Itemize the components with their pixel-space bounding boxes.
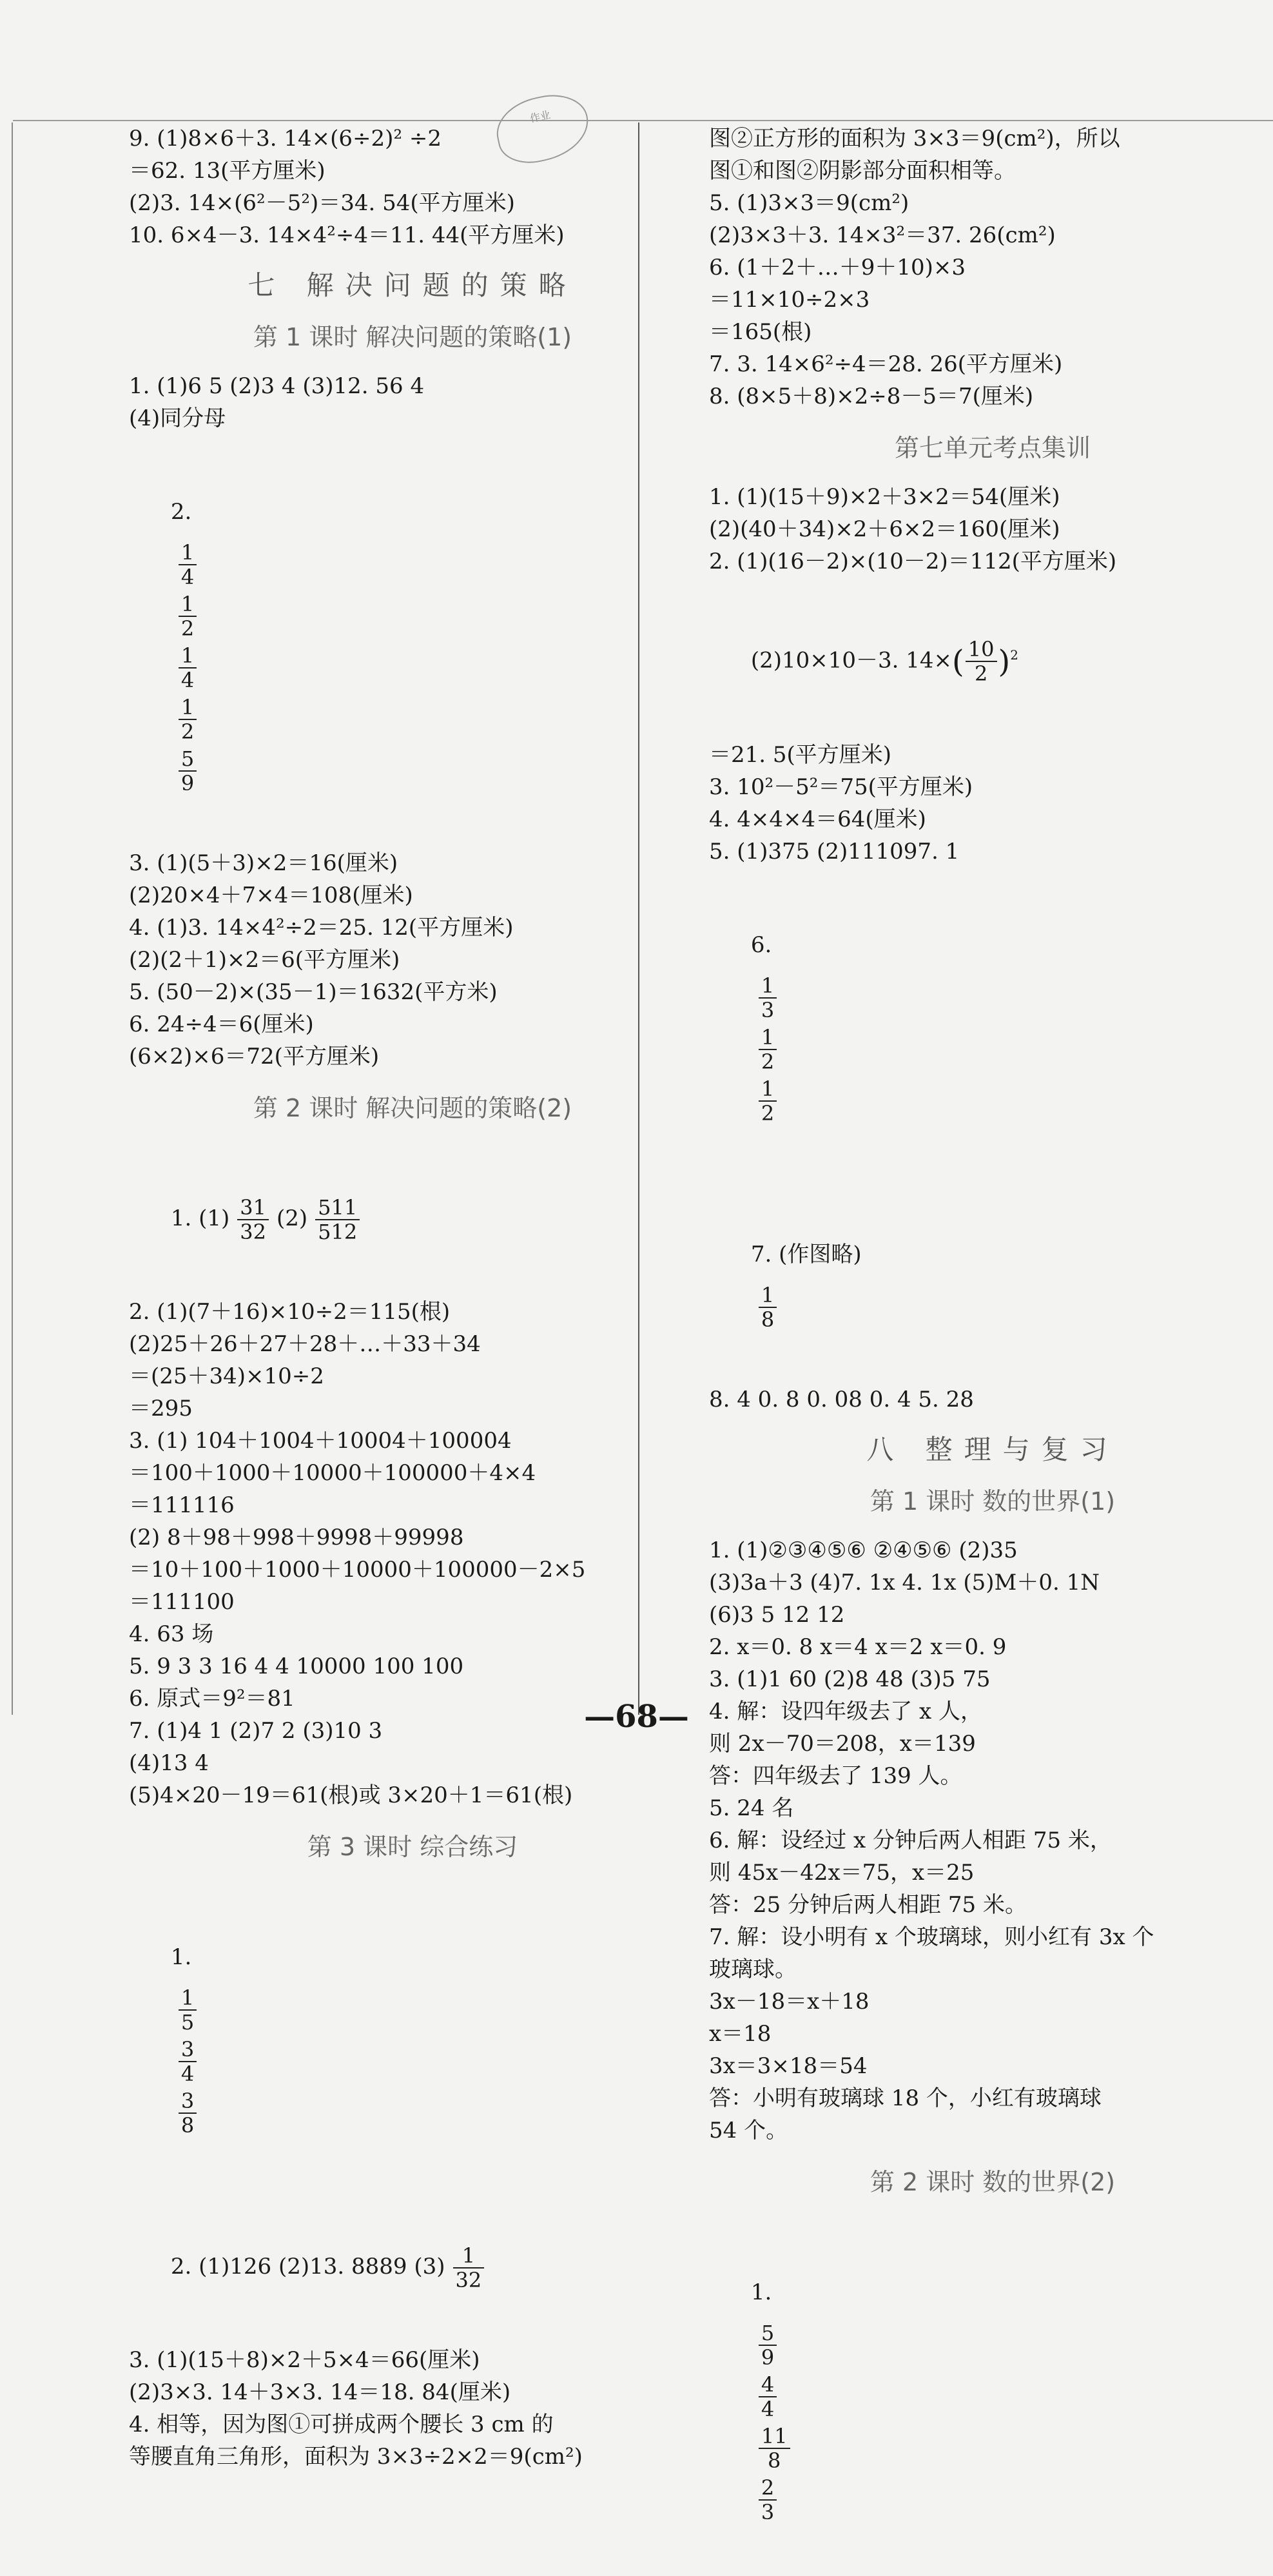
fraction: $\frac{511}{512}$ xyxy=(315,1196,360,1244)
left-margin-rule xyxy=(12,122,13,1715)
fraction: $\frac{2}{3}$ xyxy=(759,2476,777,2524)
answer-line: (2)25＋26＋27＋28＋…＋33＋34 xyxy=(129,1331,481,1357)
answer-line: (2)(2＋1)×2＝6(平方厘米) xyxy=(129,947,400,973)
fraction-line: 1. $\frac{5}{9}$ $\frac{4}{4}$ $\frac{11}{8}$ $\frac{2}{3}$ xyxy=(709,2215,1273,2576)
answer-line: 3. (1)(5＋3)×2＝16(厘米) xyxy=(129,850,398,876)
answer-line: ＝165(根) xyxy=(709,319,812,345)
lesson-heading: 第 2 课时 数的世界(2) xyxy=(870,2168,1116,2197)
answer-line: (2)20×4＋7×4＝108(厘米) xyxy=(129,883,413,908)
fraction: $\frac{5}{9}$ xyxy=(179,747,197,795)
fraction: $\frac{1}{2}$ xyxy=(179,592,197,640)
answer-line: x＝18 xyxy=(709,2021,772,2047)
answer-line: 1. (1)6 5 (2)3 4 (3)12. 56 4 xyxy=(129,373,425,399)
answer-line: 3x＝3×18＝54 xyxy=(709,2053,868,2080)
answer-line: 5. 9 3 3 16 4 4 10000 100 100 xyxy=(129,1654,464,1679)
fraction-line: (2)10×10－3. 14×( $\frac{10}{2}$ )$^2$ xyxy=(750,637,1018,687)
answer-line: 4. 相等，因为图①可拼成两个腰长 3 cm 的 xyxy=(129,2412,554,2437)
left-column xyxy=(129,122,696,2473)
answer-line: (3)3a＋3 (4)7. 1x 4. 1x (5)M＋0. 1N xyxy=(709,1570,1100,1596)
answer-line: 图②正方形的面积为 3×3＝9(cm²)，所以 xyxy=(709,126,1120,151)
answer-line: ＝21. 5(平方厘米) xyxy=(709,742,892,768)
answer-line: 3x－18＝x＋18 xyxy=(709,1989,870,2015)
lesson-heading: 第 3 课时 综合练习 xyxy=(307,1833,518,1861)
answer-line: ＝11×10÷2×3 xyxy=(709,287,870,313)
fraction: $\frac{1}{3}$ xyxy=(759,974,777,1022)
answer-line: 2. (1)(7＋16)×10÷2＝115(根) xyxy=(129,1299,451,1325)
answer-line: 6. 24÷4＝6(厘米) xyxy=(129,1011,314,1037)
answer-line: 6. 原式＝9²＝81 xyxy=(129,1686,295,1712)
answer-line: 3. (1)(15＋8)×2＋5×4＝66(厘米) xyxy=(129,2347,480,2373)
answer-line: 6. (1＋2＋…＋9＋10)×3 xyxy=(709,255,966,280)
answer-line: 4. 解：设四年级去了 x 人， xyxy=(709,1699,983,1725)
fraction: $\frac{1}{4}$ xyxy=(179,541,197,589)
fraction: $\frac{31}{32}$ xyxy=(237,1196,269,1244)
answer-line: 4. (1)3. 14×4²÷2＝25. 12(平方厘米) xyxy=(129,915,514,941)
answer-line: 4. 4×4×4＝64(厘米) xyxy=(709,806,926,833)
answer-line: ＝111116 xyxy=(129,1492,235,1518)
answer-line: ＝62. 13(平方厘米) xyxy=(129,158,326,184)
answer-line: 7. (1)4 1 (2)7 2 (3)10 3 xyxy=(129,1718,383,1744)
answer-line: ＝(25＋34)×10÷2 xyxy=(129,1363,324,1389)
answer-line: (2)3×3＋3. 14×3²＝37. 26(cm²) xyxy=(709,222,1056,248)
answer-line: 7. 3. 14×6²÷4＝28. 26(平方厘米) xyxy=(709,351,1063,377)
answer-line: (5)4×20－19＝61(根)或 3×20＋1＝61(根) xyxy=(129,1782,573,1808)
answer-line: 答：四年级去了 139 人。 xyxy=(709,1763,962,1790)
fraction: $\frac{3}{8}$ xyxy=(179,2089,197,2137)
answer-line: 10. 6×4－3. 14×4²÷4＝11. 44(平方厘米) xyxy=(129,222,565,248)
lesson-heading: 第 1 课时 数的世界(1) xyxy=(870,1487,1116,1516)
answer-line: 4. 63 场 xyxy=(129,1621,214,1647)
answer-line: 则 45x－42x＝75，x＝25 xyxy=(709,1860,975,1886)
answer-line: (6×2)×6＝72(平方厘米) xyxy=(129,1044,380,1069)
item-number: 2. xyxy=(170,499,192,525)
answer-line: (4)13 4 xyxy=(129,1750,209,1776)
answer-line: 7. 解：设小明有 x 个玻璃球，则小红有 3x 个 xyxy=(709,1924,1154,1951)
answer-line: 图①和图②阴影部分面积相等。 xyxy=(709,158,1016,184)
fraction: $\frac{1}{2}$ xyxy=(759,1026,777,1073)
answer-line: 则 2x－70＝208，x＝139 xyxy=(709,1731,976,1757)
right-column xyxy=(709,122,1273,2576)
fraction-line: 6. $\frac{1}{3}$ $\frac{1}{2}$ $\frac{1}{2}$ xyxy=(709,868,1273,1177)
fraction: $\frac{11}{8}$ xyxy=(759,2425,790,2472)
answer-line: (6)3 5 12 12 xyxy=(709,1602,845,1628)
answer-line: 玻璃球。 xyxy=(709,1956,797,1983)
answer-line: ＝295 xyxy=(129,1396,193,1421)
fraction: $\frac{3}{4}$ xyxy=(179,2038,197,2085)
fraction: $\frac{5}{9}$ xyxy=(759,2321,777,2369)
answer-line: 8. 4 0. 8 0. 08 0. 4 5. 28 xyxy=(709,1387,974,1413)
answer-line: 2. x＝0. 8 x＝4 x＝2 x＝0. 9 xyxy=(709,1634,1007,1661)
answer-line: ＝111100 xyxy=(129,1589,235,1615)
answer-line: ＝10＋100＋1000＋10000＋100000－2×5 xyxy=(129,1557,586,1583)
fraction-line: 2. (1)126 (2)13. 8889 (3) $\frac{1}{32}$ xyxy=(129,2189,696,2344)
fraction-line xyxy=(129,434,696,847)
answer-line: 1. (1)(15＋9)×2＋3×2＝54(厘米) xyxy=(709,484,1060,510)
answer-line: 答：25 分钟后两人相距 75 米。 xyxy=(709,1892,1027,1918)
answer-line: (2)3×3. 14＋3×3. 14＝18. 84(厘米) xyxy=(129,2379,511,2405)
answer-line: 3. (1) 104＋1004＋10004＋100004 xyxy=(129,1428,512,1454)
fraction: $\frac{1}{2}$ xyxy=(179,696,197,743)
fraction-line: 1. $\frac{1}{5}$ $\frac{3}{4}$ $\frac{3}{8}$ xyxy=(129,1880,696,2189)
answer-line: 3. (1)1 60 (2)8 48 (3)5 75 xyxy=(709,1666,991,1693)
section-heading: 七 解决问题的策略 xyxy=(248,269,578,301)
fraction: $\frac{1}{2}$ xyxy=(759,1077,777,1125)
fraction: $\frac{1}{32}$ xyxy=(453,2244,485,2292)
answer-line: (2)3. 14×(6²－5²)＝34. 54(平方厘米) xyxy=(129,190,515,216)
answer-line: 答：小明有玻璃球 18 个，小红有玻璃球 xyxy=(709,2085,1102,2112)
answer-line: 5. (50－2)×(35－1)＝1632(平方米) xyxy=(129,979,498,1005)
lesson-heading: 第 1 课时 解决问题的策略(1) xyxy=(253,323,572,351)
answer-line: 5. (1)375 (2)111097. 1 xyxy=(709,839,960,865)
fraction: $\frac{1}{4}$ xyxy=(179,644,197,692)
fraction-line: 1. (1) $\frac{31}{32}$ (2) $\frac{511}{512}$ xyxy=(129,1141,696,1296)
fraction: $\frac{4}{4}$ xyxy=(759,2373,777,2421)
answer-line: 54 个。 xyxy=(709,2118,788,2144)
lesson-heading: 第 2 课时 解决问题的策略(2) xyxy=(253,1094,572,1122)
top-rule xyxy=(13,120,1273,121)
answer-line: 8. (8×5＋8)×2÷8－5＝7(厘米) xyxy=(709,384,1034,409)
unit-heading: 第七单元考点集训 xyxy=(894,434,1091,462)
stamp-text: 作业 xyxy=(529,108,552,125)
fraction: $\frac{10}{2}$ xyxy=(966,638,997,685)
answer-line: 9. (1)8×6＋3. 14×(6÷2)² ÷2 xyxy=(129,126,442,151)
section-heading: 八 整理与复习 xyxy=(866,1434,1119,1466)
answer-line: (4)同分母 xyxy=(129,405,226,431)
answer-line: (2) 8＋98＋998＋9998＋99998 xyxy=(129,1525,464,1550)
answer-line: 6. 解：设经过 x 分钟后两人相距 75 米， xyxy=(709,1828,1112,1854)
fraction: $\frac{1}{8}$ xyxy=(759,1283,777,1331)
answer-line: 5. 24 名 xyxy=(709,1795,794,1822)
answer-line: 5. (1)3×3＝9(cm²) xyxy=(709,190,909,216)
answer-line: 2. (1)(16－2)×(10－2)＝112(平方厘米) xyxy=(709,549,1117,574)
fraction: $\frac{1}{5}$ xyxy=(179,1986,197,2034)
page-number: —68— xyxy=(584,1699,689,1735)
answer-line: ＝100＋1000＋10000＋100000＋4×4 xyxy=(129,1460,536,1486)
answer-line: 1. (1)②③④⑤⑥ ②④⑤⑥ (2)35 xyxy=(709,1537,1018,1564)
answer-line: 3. 10²－5²＝75(平方厘米) xyxy=(709,774,973,801)
answer-line: (2)(40＋34)×2＋6×2＝160(厘米) xyxy=(709,516,1060,542)
fraction-line: 7. (作图略) $\frac{1}{8}$ xyxy=(750,1242,862,1332)
answer-line: 等腰直角三角形，面积为 3×3÷2×2＝9(cm²) xyxy=(129,2444,583,2470)
